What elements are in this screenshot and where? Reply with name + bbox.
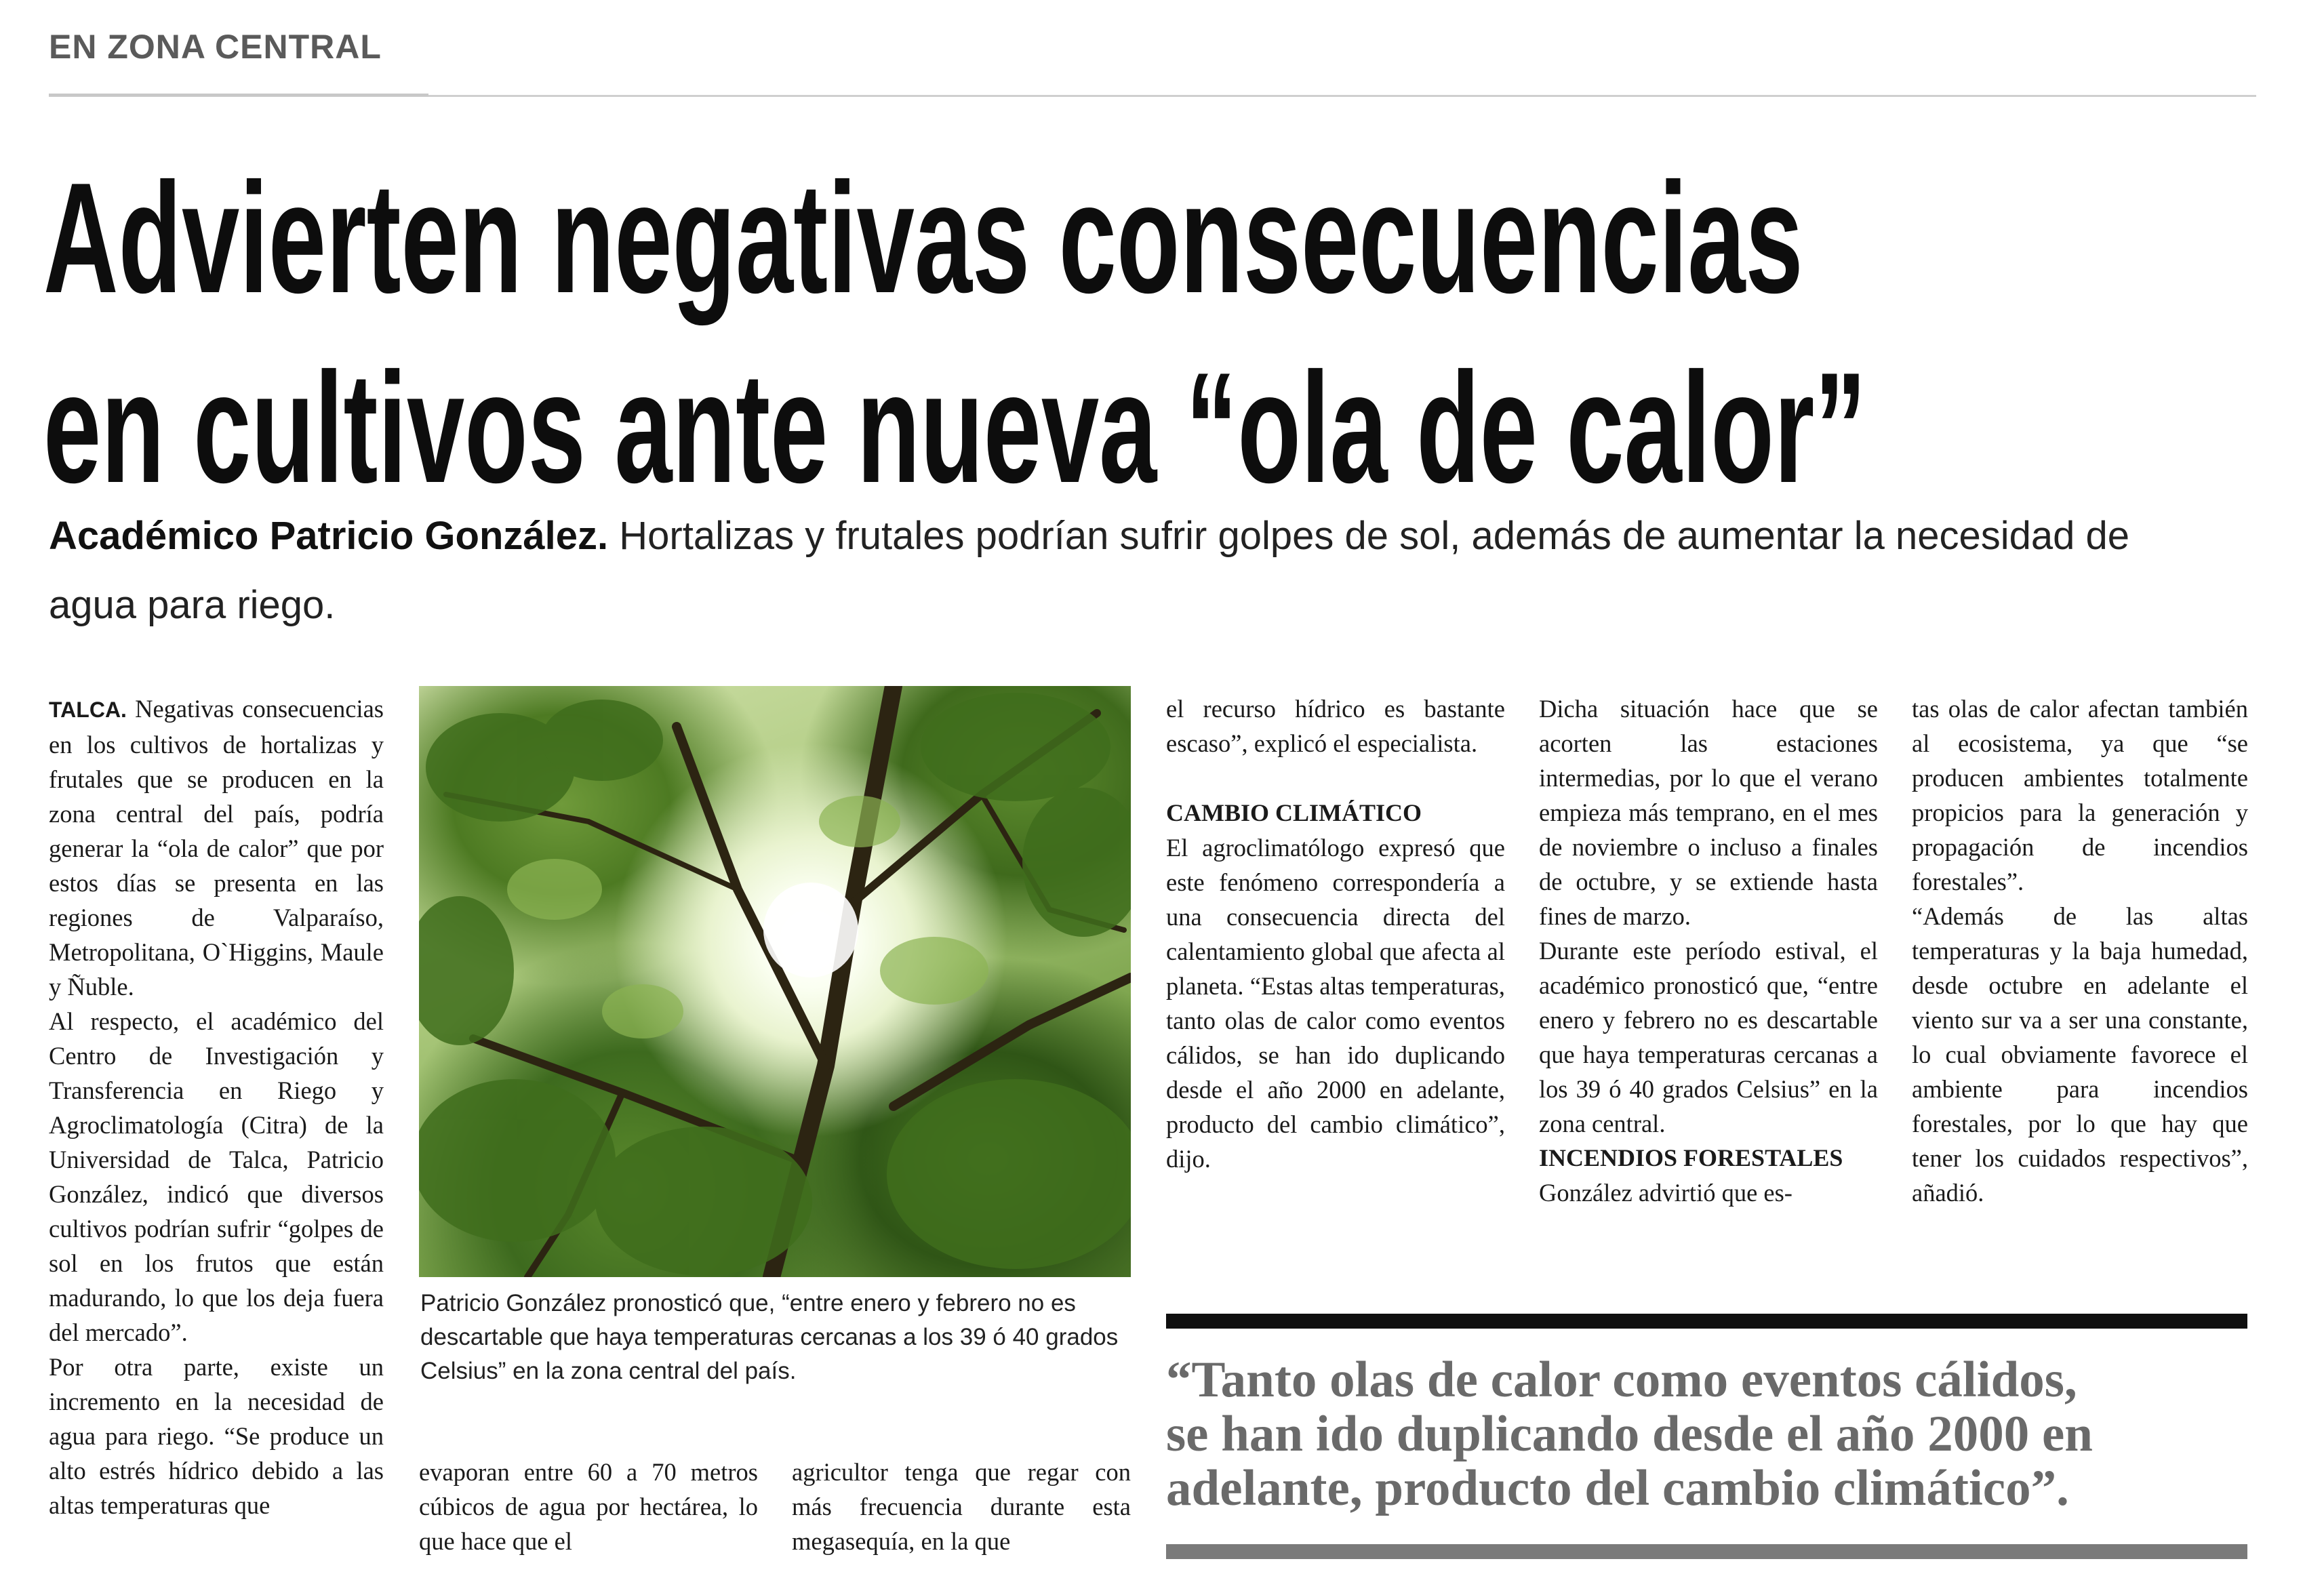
- subhead-lead: Académico Patricio González.: [49, 514, 609, 558]
- article-column-3: [1166, 691, 1505, 1176]
- paragraph: agricultor tenga que regar con más frecuencia durante esta megasequía, en la que: [792, 1458, 1131, 1555]
- section-label: EN ZONA CENTRAL: [49, 28, 382, 66]
- pull-quote-bottom-bar: [1166, 1544, 2247, 1559]
- paragraph: tas olas de calor afectan también al ecosistema, ya que “se producen ambientes totalmente propicios para la generación y propagación de incendios forestales”.: [1912, 695, 2248, 895]
- paragraph: El agroclimatólogo expresó que este fenómeno correspondería a una consecuencia directa del calentamiento global que afecta al planeta. “Estas altas temperaturas, tanto olas de calor como eventos cálidos, se han ido duplicando desde el año 2000 en adelante, producto del cambio climático”, dijo.: [1166, 834, 1505, 1173]
- dateline: TALCA.: [49, 698, 127, 722]
- headline-line-1: Advierten negativas consecuencias: [43, 150, 1803, 326]
- subhead-text: Hortalizas y frutales podrían sufrir golpes de sol, además de aumentar la necesidad de agua para riego.: [49, 514, 2130, 627]
- paragraph: Dicha situación hace que se acorten las estaciones intermedias, por lo que el verano empieza más temprano, en el mes de noviembre o incluso a finales de octubre, y se extiende hasta fines de marzo.: [1539, 695, 1878, 930]
- pull-quote-line-1: “Tanto olas de calor como eventos cálidos,: [1166, 1352, 2077, 1408]
- section-underline: [49, 94, 428, 96]
- article-column-4: [1539, 691, 1878, 1210]
- article-column-5: [1912, 691, 2248, 1210]
- subtitle-cambio-climatico: CAMBIO CLIMÁTICO: [1166, 799, 1422, 826]
- article-column-3-bottom: [792, 1455, 1131, 1558]
- article-photo: [419, 686, 1131, 1277]
- paragraph: “Además de las altas temperaturas y la baja humedad, desde octubre en adelante el viento sur va a ser una constante, lo cual obviamente favorece el ambiente para incendios forestales, por lo que hay que tener los cuidados respectivos”, añadió.: [1912, 902, 2248, 1207]
- article-column-1: [49, 691, 384, 1522]
- headline: [43, 144, 1866, 523]
- photo-caption: Patricio González pronosticó que, “entre enero y febrero no es descartable que haya temperaturas cercanas a los 39 ó 40 grados Celsius” en la zona central del país.: [420, 1290, 1119, 1384]
- article-column-2: [419, 1455, 758, 1558]
- subtitle-incendios-forestales: INCENDIOS FORESTALES: [1539, 1144, 1843, 1171]
- headline-line-2: en cultivos ante nueva “ola de calor”: [43, 340, 1866, 516]
- paragraph-text: Negativas consecuencias en los cultivos de hortalizas y frutales que se producen en la zona central del país, podría generar la “ola de calor” que por estos días se presenta en las regiones de Valparaíso, Metropolitana, O`Higgins, Maule y Ñuble.: [49, 695, 384, 1001]
- pull-quote: [1166, 1353, 2278, 1516]
- paragraph: el recurso hídrico es bastante escaso”, explicó el especialista.: [1166, 695, 1505, 757]
- paragraph: evaporan entre 60 a 70 metros cúbicos de agua por hectárea, lo que hace que el: [419, 1458, 758, 1555]
- pull-quote-line-3: adelante, producto del cambio climático”.: [1166, 1460, 2069, 1516]
- paragraph: Durante este período estival, el académico pronosticó que, “entre enero y febrero no es descartable que haya temperaturas cercanas a los 39 ó 40 grados Celsius” en la zona central.: [1539, 937, 1878, 1137]
- paragraph: [49, 691, 384, 1004]
- pull-quote-line-2: se han ido duplicando desde el año 2000 en: [1166, 1406, 2093, 1462]
- paragraph: Al respecto, el académico del Centro de Investigación y Transferencia en Riego y Agroclimatología (Citra) de la Universidad de Talca, Patricio González, indicó que diversos cultivos podrían sufrir “golpes de sol en los frutos que están madurando, lo que los deja fuera del mercado”.: [49, 1007, 384, 1346]
- paragraph: Por otra parte, existe un incremento en la necesidad de agua para riego. “Se produce un alto estrés hídrico debido a las altas temperaturas que: [49, 1353, 384, 1519]
- pull-quote-top-bar: [1166, 1314, 2247, 1329]
- subheadline: [49, 502, 2218, 640]
- paragraph: González advirtió que es-: [1539, 1179, 1792, 1207]
- tree-canopy-illustration: [419, 686, 1131, 1277]
